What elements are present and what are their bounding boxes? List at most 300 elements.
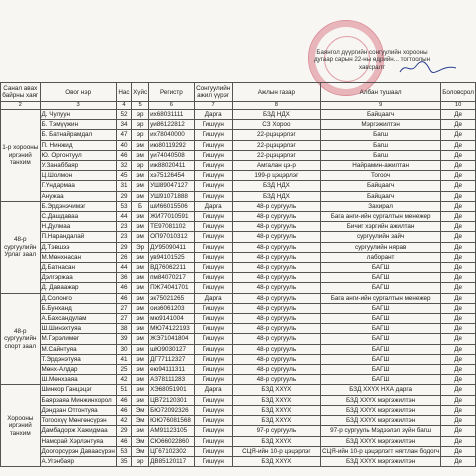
member-workplace: 199-р цэцэрлэг xyxy=(232,171,320,181)
col-header-age: Нас xyxy=(116,83,131,102)
member-role: Гишүүн xyxy=(194,344,232,354)
member-gender: эм xyxy=(132,222,149,232)
member-role: Гишүүн xyxy=(194,283,232,293)
table-row xyxy=(1,456,476,466)
member-role: Дарга xyxy=(194,385,232,395)
member-name: Д.Батнасан xyxy=(40,263,116,273)
table-row xyxy=(1,181,476,191)
member-name: Г.Үндармаа xyxy=(40,181,116,191)
member-age: 29 xyxy=(116,242,131,252)
member-name: Баярзаяа Минжинхорол xyxy=(40,395,116,405)
member-register: УШ89047127 xyxy=(149,181,194,191)
member-workplace: 97-р сургууль xyxy=(232,426,320,436)
member-role: Гишүүн xyxy=(194,232,232,242)
member-education: Де xyxy=(441,446,476,456)
member-name: Д. Даваажар xyxy=(40,283,116,293)
member-role: Гишүүн xyxy=(194,314,232,324)
member-education: Де xyxy=(441,283,476,293)
member-age: 46 xyxy=(116,150,131,160)
member-position: БАГШ xyxy=(320,354,440,364)
member-age: 53 xyxy=(116,446,131,456)
member-position: Тогооч xyxy=(320,171,440,181)
member-education: Де xyxy=(441,426,476,436)
member-register: ЖЭ71041804 xyxy=(149,334,194,344)
member-register: ТЕ97081102 xyxy=(149,222,194,232)
member-gender: эм xyxy=(132,426,149,436)
address-group-cell: 48-р сургуулийн спорт заал xyxy=(1,293,41,385)
member-age: 32 xyxy=(116,161,131,171)
member-education: Де xyxy=(441,416,476,426)
member-education: Де xyxy=(441,456,476,466)
member-workplace: 48-р сургууль xyxy=(232,273,320,283)
member-age: 38 xyxy=(116,324,131,334)
member-age: 41 xyxy=(116,354,131,364)
member-position: БЗД ХХҮХ НХА дарга xyxy=(320,385,440,395)
member-gender: эм xyxy=(132,344,149,354)
member-register: ув94101525 xyxy=(149,252,194,262)
member-position: Багш xyxy=(320,150,440,160)
member-position: БЗД ХХҮХ мэргэжилтэн xyxy=(320,416,440,426)
member-education: Де xyxy=(441,161,476,171)
table-row xyxy=(1,426,476,436)
member-age: 44 xyxy=(116,263,131,273)
table-row xyxy=(1,375,476,385)
table-row xyxy=(1,212,476,222)
member-register: ДГ77112327 xyxy=(149,354,194,364)
table-row xyxy=(1,293,476,303)
member-register: ию80119292 xyxy=(149,140,194,150)
col-header-position: Албан тушаал xyxy=(320,83,440,102)
member-workplace: 48-р сургууль xyxy=(232,334,320,344)
member-name: П. Нинжид xyxy=(40,140,116,150)
member-workplace: СЗ Хороо xyxy=(232,120,320,130)
table-row xyxy=(1,120,476,130)
member-position: БАГШ xyxy=(320,314,440,324)
member-name: М.Сайнтуяа xyxy=(40,344,116,354)
member-name: У.Занаббаяр xyxy=(40,161,116,171)
member-position: Найрамин-ажилтан xyxy=(320,161,440,171)
member-name: Дамбадорж Хажидмаа xyxy=(40,426,116,436)
col-header-name: Овог нэр xyxy=(40,83,116,102)
member-education: Де xyxy=(441,334,476,344)
member-register: ДУ95090411 xyxy=(149,242,194,252)
member-register: ЦГ67102302 xyxy=(149,446,194,456)
member-role: Дарга xyxy=(194,201,232,211)
member-role: Гишүүн xyxy=(194,334,232,344)
member-age: 27 xyxy=(116,314,131,324)
table-row xyxy=(1,191,476,201)
member-position: БАГШ xyxy=(320,365,440,375)
col-number: 8 xyxy=(232,102,320,110)
member-education: Де xyxy=(441,222,476,232)
member-name: С.Дашдаваа xyxy=(40,212,116,222)
member-role: Гишүүн xyxy=(194,456,232,466)
col-number: 10 xyxy=(441,102,476,110)
header-line-3: хавсралт xyxy=(358,63,386,71)
member-role: Гишүүн xyxy=(194,405,232,415)
member-workplace: 48-р сургууль xyxy=(232,303,320,313)
member-register: ДВ85120117 xyxy=(149,456,194,466)
member-workplace: 48-р сургууль xyxy=(232,222,320,232)
member-workplace: 22-рцэцэрлэг xyxy=(232,140,320,150)
member-gender: эм xyxy=(132,140,149,150)
member-role: Гишүүн xyxy=(194,120,232,130)
col-number: 4 xyxy=(116,102,131,110)
member-role: Гишүүн xyxy=(194,426,232,436)
member-age: 45 xyxy=(116,171,131,181)
member-name: А.Угэнбаяр xyxy=(40,456,116,466)
header-line-1: Баянгол дүүргийн сонгуулийн хорооны xyxy=(316,49,428,56)
member-age: 46 xyxy=(116,293,131,303)
member-name: Ш.Мөнхзаяа xyxy=(40,375,116,385)
member-gender: эр xyxy=(132,456,149,466)
member-education: Де xyxy=(441,140,476,150)
member-education: Де xyxy=(441,171,476,181)
member-position: Мэргэжилтэн xyxy=(320,120,440,130)
member-age: 42 xyxy=(116,416,131,426)
member-name: М.Гэрэлимөг xyxy=(40,334,116,344)
member-role: Гишүүн xyxy=(194,416,232,426)
member-register: мю9141004 xyxy=(149,314,194,324)
col-number: 9 xyxy=(320,102,440,110)
member-name: Д.Тэвшээ xyxy=(40,242,116,252)
member-age: 34 xyxy=(116,120,131,130)
member-education: Де xyxy=(441,395,476,405)
member-age: 35 xyxy=(116,456,131,466)
member-workplace: БЗД ХХҮХ xyxy=(232,385,320,395)
member-workplace: 48-р сургууль xyxy=(232,252,320,262)
member-gender: эм xyxy=(132,263,149,273)
member-name: Б.Бунханд xyxy=(40,303,116,313)
table-row xyxy=(1,171,476,181)
table-row xyxy=(1,263,476,273)
member-gender: эм xyxy=(132,150,149,160)
member-education: Де xyxy=(441,130,476,140)
member-position: Захирал xyxy=(320,201,440,211)
member-name: Ю. Оргонтуул xyxy=(40,150,116,160)
member-register: уи74040508 xyxy=(149,150,194,160)
member-position: БАГШ xyxy=(320,303,440,313)
member-workplace: 48-р сургууль xyxy=(232,324,320,334)
member-workplace: БЗД ХХҮХ xyxy=(232,456,320,466)
member-education: Де xyxy=(441,324,476,334)
member-age: 44 xyxy=(116,212,131,222)
member-role: Гишүүн xyxy=(194,375,232,385)
table-row xyxy=(1,344,476,354)
member-gender: Эм xyxy=(132,436,149,446)
member-workplace: Амгалан цэ-р xyxy=(232,161,320,171)
col-number: 7 xyxy=(194,102,232,110)
table-row xyxy=(1,385,476,395)
member-workplace: 48-р сургууль xyxy=(232,232,320,242)
member-register: уи86122812 xyxy=(149,120,194,130)
member-register: ВД76062211 xyxy=(149,263,194,273)
member-name: Б. Тэмүүжин xyxy=(40,120,116,130)
member-role: Гишүүн xyxy=(194,140,232,150)
member-register: их68031111 xyxy=(149,110,194,120)
member-register: АЗ78111283 xyxy=(149,375,194,385)
member-gender: эм xyxy=(132,191,149,201)
table-row xyxy=(1,222,476,232)
member-education: Де xyxy=(441,252,476,262)
member-education: Де xyxy=(441,303,476,313)
table-header-row xyxy=(1,83,476,102)
member-role: Гишүүн xyxy=(194,130,232,140)
member-register: МЮ74122193 xyxy=(149,324,194,334)
member-education: Де xyxy=(441,150,476,160)
member-position: БАГШ xyxy=(320,263,440,273)
member-education: Де xyxy=(441,293,476,303)
member-age: 29 xyxy=(116,191,131,201)
member-education: Де xyxy=(441,273,476,283)
member-age: 29 xyxy=(116,426,131,436)
member-age: 51 xyxy=(116,385,131,395)
member-workplace: 48-р сургууль xyxy=(232,354,320,364)
col-header-register: Регистр xyxy=(149,83,194,102)
member-name: Анужаа xyxy=(40,191,116,201)
table-row xyxy=(1,242,476,252)
member-register: ЖИ77010591 xyxy=(149,212,194,222)
table-row xyxy=(1,314,476,324)
member-education: Де xyxy=(441,110,476,120)
member-gender: эм xyxy=(132,212,149,222)
member-position: Багш xyxy=(320,130,440,140)
member-position: БАГШ xyxy=(320,375,440,385)
table-body xyxy=(1,110,476,467)
member-workplace: 22-рцэцэрлэг xyxy=(232,150,320,160)
member-register: ею94111311 xyxy=(149,365,194,375)
member-workplace: БЗД НДХ xyxy=(232,181,320,191)
member-name: М.Мөнхнасан xyxy=(40,252,116,262)
member-age: 36 xyxy=(116,273,131,283)
member-position: сургуулийн нярав xyxy=(320,242,440,252)
col-header-address: Санал авах байрны хаяг xyxy=(1,83,41,102)
table-row xyxy=(1,405,476,415)
member-education: Де xyxy=(441,201,476,211)
member-workplace: 48-р сургууль xyxy=(232,283,320,293)
member-role: Гишүүн xyxy=(194,252,232,262)
member-register: БЮ72092326 xyxy=(149,405,194,415)
member-position: БАГШ xyxy=(320,324,440,334)
member-gender: эм xyxy=(132,181,149,191)
member-role: Гишүүн xyxy=(194,181,232,191)
member-register: АМ91123105 xyxy=(149,426,194,436)
member-gender: эм xyxy=(132,303,149,313)
members-table xyxy=(0,82,476,467)
member-role: Дарга xyxy=(194,110,232,120)
col-number: 2 xyxy=(1,102,41,110)
member-gender: Эр xyxy=(132,242,149,252)
member-age: 31 xyxy=(116,181,131,191)
member-gender: эр xyxy=(132,120,149,130)
table-row xyxy=(1,201,476,211)
member-age: 25 xyxy=(116,365,131,375)
member-register: ОП97010312 xyxy=(149,232,194,242)
table-row xyxy=(1,283,476,293)
member-gender: эм xyxy=(132,365,149,375)
col-header-workplace: Ажлын газар xyxy=(232,83,320,102)
member-age: 23 xyxy=(116,232,131,242)
member-name: Д.Солонго xyxy=(40,293,116,303)
table-row xyxy=(1,252,476,262)
member-gender: эм xyxy=(132,334,149,344)
member-register: шЮ9030127 xyxy=(149,344,194,354)
member-position: БАГШ xyxy=(320,273,440,283)
member-gender: эм xyxy=(132,354,149,364)
member-gender: эр xyxy=(132,110,149,120)
member-gender: эм xyxy=(132,293,149,303)
member-name: Ц.Шолмон xyxy=(40,171,116,181)
member-education: Де xyxy=(441,181,476,191)
member-name: Б. Батнайрамдал xyxy=(40,130,116,140)
member-role: Гишүүн xyxy=(194,171,232,181)
member-register: ПЖ74041701 xyxy=(149,283,194,293)
member-education: Де xyxy=(441,375,476,385)
member-education: Де xyxy=(441,212,476,222)
member-position: лаборант xyxy=(320,252,440,262)
member-register: СЮ66022860 xyxy=(149,436,194,446)
member-age: 26 xyxy=(116,252,131,262)
member-education: Де xyxy=(441,354,476,364)
member-gender: эр xyxy=(132,161,149,171)
member-role: Гишүүн xyxy=(194,222,232,232)
member-gender: эм xyxy=(132,324,149,334)
member-position: Байцаагч xyxy=(320,110,440,120)
member-register: их78040000 xyxy=(149,130,194,140)
table-row xyxy=(1,334,476,344)
member-role: Гишүүн xyxy=(194,242,232,252)
member-name: А.Бахсандулам xyxy=(40,314,116,324)
member-education: Де xyxy=(441,405,476,415)
member-age: 30 xyxy=(116,344,131,354)
member-position: Бага анги-ийн сургалтын менежер xyxy=(320,293,440,303)
member-education: Де xyxy=(441,232,476,242)
member-age: 52 xyxy=(116,110,131,120)
member-age: 40 xyxy=(116,140,131,150)
member-gender: Эм xyxy=(132,416,149,426)
member-position: БЗД ХХҮХ мэргэжилтэн xyxy=(320,456,440,466)
member-register: ЦВ72120301 xyxy=(149,395,194,405)
member-education: Де xyxy=(441,191,476,201)
member-role: Гишүүн xyxy=(194,303,232,313)
member-education: Де xyxy=(441,365,476,375)
member-position: Бичиг хэргийн ажилтан xyxy=(320,222,440,232)
table-row xyxy=(1,416,476,426)
member-age: 46 xyxy=(116,395,131,405)
member-name: Намсрай Хэрлэнтуяа xyxy=(40,436,116,446)
member-position: БАГШ xyxy=(320,334,440,344)
address-group-cell: 1-р хорооны иргэний танхим xyxy=(1,110,41,202)
header-line-2: дугаар сарын 22-ны өдрийн... тогтоолын xyxy=(313,56,431,64)
member-register: ХЭ68051901 xyxy=(149,385,194,395)
member-register: УШ91071888 xyxy=(149,191,194,201)
member-position: БЗД ХХҮХ мэргэжилтэн xyxy=(320,395,440,405)
member-gender: Эм xyxy=(132,405,149,415)
member-age: 46 xyxy=(116,405,131,415)
member-age: 47 xyxy=(116,130,131,140)
col-header-gender: Хүйс xyxy=(132,83,149,102)
member-name: Мөнх-Алдар xyxy=(40,365,116,375)
member-position: БАГШ xyxy=(320,283,440,293)
member-education: Де xyxy=(441,436,476,446)
member-workplace: 22-рцэцэрлэг xyxy=(232,130,320,140)
member-gender: эм xyxy=(132,314,149,324)
member-name: Д. Чулуун xyxy=(40,110,116,120)
table-row xyxy=(1,130,476,140)
member-role: Гишүүн xyxy=(194,436,232,446)
table-row xyxy=(1,395,476,405)
member-workplace: БЗД ХХҮХ xyxy=(232,395,320,405)
member-education: Де xyxy=(441,263,476,273)
member-workplace: 48-р сургууль xyxy=(232,314,320,324)
member-gender: эм xyxy=(132,283,149,293)
table-row xyxy=(1,161,476,171)
table-row xyxy=(1,365,476,375)
member-name: Н.Дулмаа xyxy=(40,222,116,232)
member-workplace: БЗД НДХ xyxy=(232,110,320,120)
member-age: 46 xyxy=(116,283,131,293)
member-position: СЦЯ-ийн 10-р цэцэрлэгт нягтлан бодогч xyxy=(321,447,440,455)
member-register: пм84070217 xyxy=(149,273,194,283)
col-header-role: Сонгуулийн ажил үүрэг xyxy=(194,83,232,102)
member-position: сургуулийн зайч xyxy=(320,232,440,242)
member-name: Дэлгэржаа xyxy=(40,273,116,283)
table-row xyxy=(1,150,476,160)
member-workplace: БЗД ХХҮХ xyxy=(232,436,320,446)
member-workplace: 48-р сургууль xyxy=(232,242,320,252)
table-row xyxy=(1,273,476,283)
member-gender: эм xyxy=(132,252,149,262)
member-gender: эм xyxy=(132,375,149,385)
member-register: эк75021265 xyxy=(149,293,194,303)
table-row xyxy=(1,110,476,120)
member-role: Гишүүн xyxy=(194,365,232,375)
member-gender: Эм xyxy=(132,446,149,456)
member-position: БАГШ xyxy=(320,344,440,354)
member-name: П.Нарандалай xyxy=(40,232,116,242)
member-workplace: БЗД НДХ xyxy=(232,191,320,201)
member-position: Байцаагч xyxy=(320,181,440,191)
table-row xyxy=(1,303,476,313)
member-name: Шинкор Ганцэцэг xyxy=(40,385,116,395)
member-workplace: 48-р сургууль xyxy=(232,375,320,385)
member-gender: эм xyxy=(132,395,149,405)
member-role: Гишүүн xyxy=(194,212,232,222)
header-note xyxy=(268,49,476,71)
member-workplace: БЗД ХХҮХ xyxy=(232,405,320,415)
member-workplace: СЦЯ-ийн 10-р цэцэрлэг xyxy=(232,446,320,456)
member-education: Де xyxy=(441,385,476,395)
member-education: Де xyxy=(441,120,476,130)
member-gender: эм xyxy=(132,171,149,181)
member-role: Гишүүн xyxy=(194,191,232,201)
member-workplace: БЗД ХХҮХ xyxy=(232,416,320,426)
member-role: Гишүүн xyxy=(194,150,232,160)
member-gender: эм xyxy=(132,385,149,395)
member-age: 53 xyxy=(116,201,131,211)
member-workplace: 48-р сургууль xyxy=(232,212,320,222)
member-workplace: 48-р сургууль xyxy=(232,344,320,354)
member-name: Т.Эрдэнэтуяа xyxy=(40,354,116,364)
member-position: Бага анги-ийн сургалтын менежер xyxy=(320,212,440,222)
member-position: БЗД ХХҮХ мэргэжилтэн xyxy=(320,436,440,446)
member-workplace: 48-р сургууль xyxy=(232,365,320,375)
member-name: Тогоохүү Мөнгөнсүрэн xyxy=(40,416,116,426)
member-name: Доогорсүрэн Даваасүрэн xyxy=(41,447,115,455)
member-age: 42 xyxy=(116,375,131,385)
member-role: Дарга xyxy=(194,293,232,303)
member-position: 97-р сургууль Мэдээлэл зүйн багш xyxy=(320,426,440,436)
